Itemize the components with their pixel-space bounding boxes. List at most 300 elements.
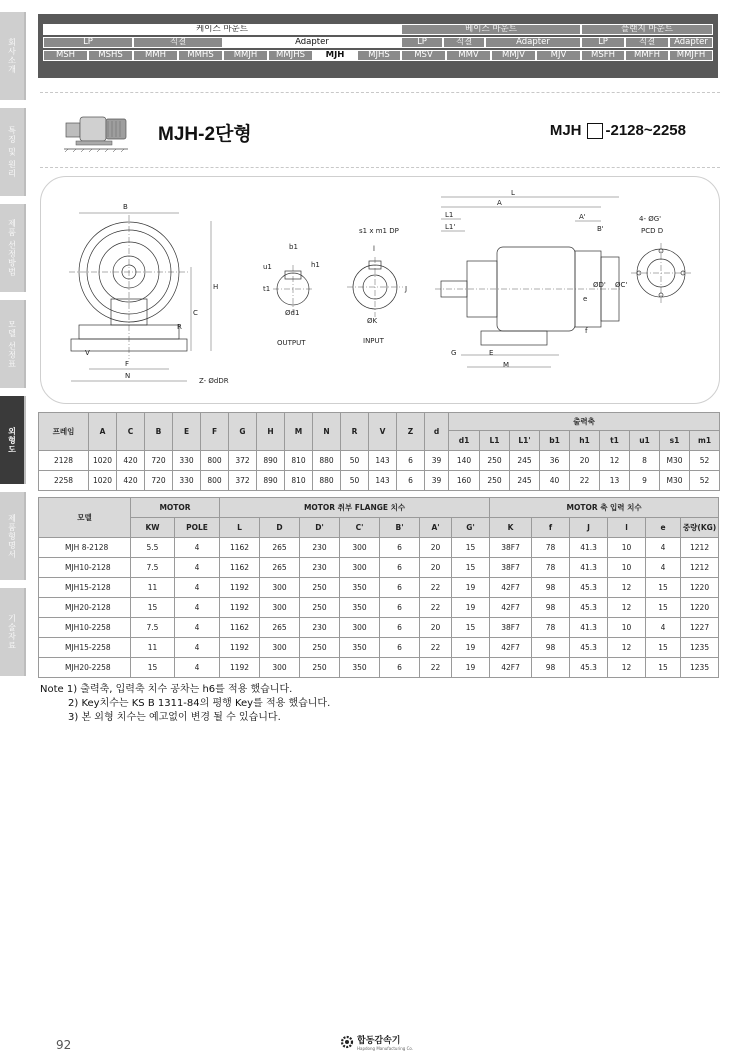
- table-cell: 1212: [681, 538, 719, 558]
- table-cell: 38F7: [490, 558, 532, 578]
- table-cell: 41.3: [570, 618, 608, 638]
- table-cell: 42F7: [490, 638, 532, 658]
- table-cell: 42F7: [490, 658, 532, 678]
- nav-flange-lp[interactable]: LP: [581, 37, 625, 48]
- th-e-input: e: [646, 518, 681, 538]
- table-cell: 78: [532, 538, 570, 558]
- dim-label-b-prime: B': [597, 225, 604, 233]
- nav-model-mmv[interactable]: MMV: [446, 50, 491, 61]
- table-cell: 5.5: [131, 538, 175, 558]
- table-cell: 38F7: [490, 538, 532, 558]
- table-cell: 45.3: [570, 578, 608, 598]
- nav-model-mmhs[interactable]: MMHS: [178, 50, 223, 61]
- nav-model-mmjhs[interactable]: MMJHS: [268, 50, 313, 61]
- company-name-block: [357, 1033, 413, 1051]
- th-v: V: [369, 413, 397, 451]
- dim-label-c: C: [193, 309, 198, 317]
- table-cell: 250: [300, 598, 340, 618]
- table-cell: MJH15-2258: [39, 638, 131, 658]
- nav-model-mmjv[interactable]: MMJV: [491, 50, 536, 61]
- table-cell: 330: [173, 451, 201, 471]
- label-output: OUTPUT: [277, 339, 306, 347]
- table-cell: 890: [257, 471, 285, 491]
- flange-end-view: [631, 243, 691, 303]
- th-c: C: [117, 413, 145, 451]
- table-cell: 45.3: [570, 638, 608, 658]
- dim-label-z: Z- ØdDR: [199, 377, 229, 385]
- table-cell: 720: [145, 451, 173, 471]
- top-navigation: [38, 14, 718, 78]
- dim-label-t1: t1: [263, 285, 271, 293]
- nav-case-adapter[interactable]: Adapter: [223, 37, 401, 48]
- table-cell: 50: [341, 451, 369, 471]
- th-pole: POLE: [175, 518, 220, 538]
- table-cell: 15: [646, 638, 681, 658]
- nav-flange-mount[interactable]: 플랜지 마운트: [581, 24, 713, 35]
- table-cell: MJH10-2128: [39, 558, 131, 578]
- table-cell: 330: [173, 471, 201, 491]
- company-logo: [340, 1033, 413, 1051]
- product-thumbnail-icon: [62, 107, 132, 153]
- table-cell: 41.3: [570, 538, 608, 558]
- dim-label-a-prime: A': [579, 213, 586, 221]
- nav-row-model: [43, 50, 713, 62]
- nav-model-mshs[interactable]: MSHS: [88, 50, 133, 61]
- table-cell: 2258: [39, 471, 89, 491]
- model-size-box: [587, 123, 603, 139]
- table-cell: 6: [380, 558, 420, 578]
- table-cell: 300: [260, 638, 300, 658]
- th-motor-flange: MOTOR 취부 FLANGE 치수: [220, 498, 490, 518]
- table-cell: 4: [175, 578, 220, 598]
- note-2: 2) Key치수는 KS B 1311-84의 평행 Key를 적용 했습니다.: [68, 698, 331, 709]
- input-shaft-section: [347, 257, 403, 317]
- table-cell: 230: [300, 618, 340, 638]
- th-kw: KW: [131, 518, 175, 538]
- table-cell: 39: [425, 451, 449, 471]
- th-d-prime: D': [300, 518, 340, 538]
- table-cell: 10: [608, 558, 646, 578]
- table-cell: 350: [340, 578, 380, 598]
- table-cell: 1220: [681, 598, 719, 618]
- nav-model-mjv[interactable]: MJV: [536, 50, 581, 61]
- table-cell: 265: [260, 538, 300, 558]
- table-cell: 6: [380, 578, 420, 598]
- dim-label-a: A: [497, 199, 502, 207]
- table-cell: 22: [420, 638, 452, 658]
- table-cell: 420: [117, 451, 145, 471]
- table-cell: 1162: [220, 538, 260, 558]
- model-range-suffix: -2128~2258: [605, 122, 686, 139]
- nav-model-mjhs[interactable]: MJHS: [357, 50, 401, 61]
- table-cell: 10: [608, 538, 646, 558]
- side-tab-technical[interactable]: [0, 588, 26, 676]
- dim-label-b1: b1: [289, 243, 298, 251]
- nav-model-msfh[interactable]: MSFH: [581, 50, 625, 61]
- table-cell: 4: [175, 538, 220, 558]
- side-tab-label: 제품 선정방법: [7, 219, 17, 277]
- nav-model-mmh[interactable]: MMH: [133, 50, 178, 61]
- table-cell: 11: [131, 578, 175, 598]
- dim-label-l-total: L: [511, 189, 515, 197]
- table-cell: 6: [380, 538, 420, 558]
- th-m1: m1: [690, 431, 720, 451]
- table-cell: 160: [449, 471, 480, 491]
- table-cell: 143: [369, 471, 397, 491]
- table-cell: 1220: [681, 578, 719, 598]
- table-cell: 39: [425, 471, 449, 491]
- table-cell: 4: [175, 558, 220, 578]
- table-cell: 245: [510, 471, 540, 491]
- table-cell: 52: [690, 471, 720, 491]
- table-cell: MJH10-2258: [39, 618, 131, 638]
- table-cell: 4: [175, 658, 220, 678]
- table-cell: 2128: [39, 451, 89, 471]
- table-cell: MJH15-2128: [39, 578, 131, 598]
- side-tab-company[interactable]: [0, 12, 26, 100]
- table-cell: 350: [340, 638, 380, 658]
- nav-model-mjh[interactable]: MJH: [313, 50, 357, 61]
- table-cell: M30: [660, 451, 690, 471]
- table-cell: 52: [690, 451, 720, 471]
- table-cell: MJH20-2258: [39, 658, 131, 678]
- table-cell: 1227: [681, 618, 719, 638]
- table-cell: 300: [340, 558, 380, 578]
- table-cell: 300: [260, 578, 300, 598]
- nav-flange-adapter[interactable]: Adapter: [669, 37, 713, 48]
- table-cell: 1235: [681, 658, 719, 678]
- nav-model-mmjh[interactable]: MMJH: [223, 50, 268, 61]
- table-row: [39, 471, 720, 491]
- table-row: [39, 658, 719, 678]
- dim-label-oc-prime: ØC': [615, 281, 628, 289]
- table-cell: 4: [175, 598, 220, 618]
- table-cell: 265: [260, 618, 300, 638]
- th-k: K: [490, 518, 532, 538]
- th-l-input: l: [608, 518, 646, 538]
- front-view: [69, 213, 211, 381]
- table-cell: 143: [369, 451, 397, 471]
- th-motor-input: MOTOR 축 입력 치수: [490, 498, 719, 518]
- table-cell: 20: [570, 451, 600, 471]
- th-l1-prime: L1': [510, 431, 540, 451]
- th-d-flange: D: [260, 518, 300, 538]
- table-cell: MJH 8-2128: [39, 538, 131, 558]
- side-tab-label: 특징 및 원리: [7, 125, 17, 179]
- frame-dimension-table: [38, 412, 720, 491]
- dim-label-g-prime: 4- ØG': [639, 215, 662, 223]
- model-title: MJH-2단형: [158, 124, 252, 145]
- table-cell: 15: [452, 618, 490, 638]
- table-cell: 1192: [220, 598, 260, 618]
- side-tab-label: 제품형명서: [7, 513, 17, 559]
- nav-row-mount: [43, 24, 713, 36]
- side-tab-product-spec[interactable]: [0, 492, 26, 580]
- table-cell: 98: [532, 658, 570, 678]
- dim-label-g: G: [451, 349, 457, 357]
- table-cell: 10: [608, 618, 646, 638]
- table-cell: 7.5: [131, 618, 175, 638]
- dim-label-v: V: [85, 349, 90, 357]
- table-cell: 15: [452, 558, 490, 578]
- th-h1: h1: [570, 431, 600, 451]
- dim-label-f-small: f: [585, 327, 588, 335]
- table-row: [39, 451, 720, 471]
- th-output-shaft: 출력축: [449, 413, 720, 431]
- table-cell: 300: [260, 598, 300, 618]
- th-r: R: [341, 413, 369, 451]
- table-cell: 880: [313, 451, 341, 471]
- table-cell: 1235: [681, 638, 719, 658]
- gear-icon: [340, 1035, 354, 1049]
- th-frame: 프레임: [39, 413, 89, 451]
- table-cell: 372: [229, 451, 257, 471]
- nav-base-direct[interactable]: 직결: [443, 37, 485, 48]
- table-cell: 19: [452, 598, 490, 618]
- dim-label-l1-prime: L1': [445, 223, 456, 231]
- table-cell: 22: [420, 658, 452, 678]
- table-cell: 1162: [220, 618, 260, 638]
- th-u1: u1: [630, 431, 660, 451]
- table-cell: 6: [380, 638, 420, 658]
- nav-case-lp[interactable]: LP: [43, 37, 133, 48]
- table-cell: 15: [452, 538, 490, 558]
- side-tab-label: 기술자료: [7, 614, 17, 650]
- nav-model-mmfh[interactable]: MMFH: [625, 50, 669, 61]
- dim-label-l: l: [373, 245, 375, 253]
- table-cell: 15: [646, 578, 681, 598]
- dim-label-e: E: [489, 349, 494, 357]
- dim-label-od-prime: ØD': [593, 281, 606, 289]
- table-cell: 350: [340, 598, 380, 618]
- dimension-drawing: [40, 176, 720, 404]
- nav-case-direct[interactable]: 직결: [133, 37, 223, 48]
- th-g: G: [229, 413, 257, 451]
- table-row: [39, 598, 719, 618]
- note-3: 3) 본 외형 치수는 예고없이 변경 될 수 있습니다.: [68, 712, 281, 723]
- table-cell: 12: [608, 598, 646, 618]
- table-cell: 20: [420, 618, 452, 638]
- th-c-prime: C': [340, 518, 380, 538]
- table-cell: 11: [131, 638, 175, 658]
- table-cell: 800: [201, 471, 229, 491]
- table-cell: 800: [201, 451, 229, 471]
- nav-case-mount[interactable]: 케이스 마운트: [43, 24, 401, 35]
- table-cell: 19: [452, 578, 490, 598]
- table-cell: 6: [380, 598, 420, 618]
- table-cell: 880: [313, 471, 341, 491]
- th-motor: MOTOR: [131, 498, 220, 518]
- table-cell: 12: [608, 638, 646, 658]
- table-cell: 140: [449, 451, 480, 471]
- nav-flange-direct[interactable]: 직결: [625, 37, 669, 48]
- table-cell: 420: [117, 471, 145, 491]
- table-row: [39, 558, 719, 578]
- table-cell: 1020: [89, 471, 117, 491]
- table-cell: 245: [510, 451, 540, 471]
- table-cell: 78: [532, 618, 570, 638]
- table-cell: 4: [646, 558, 681, 578]
- company-subname: Hapdong Manufacturing Co.: [357, 1046, 414, 1051]
- th-f: F: [201, 413, 229, 451]
- nav-base-lp[interactable]: LP: [401, 37, 443, 48]
- dim-label-ok: ØK: [367, 317, 378, 325]
- dim-label-e-small: e: [583, 295, 588, 303]
- nav-row-type: [43, 37, 713, 49]
- nav-model-mmjfh[interactable]: MMJFH: [669, 50, 713, 61]
- table-cell: 890: [257, 451, 285, 471]
- page-number: 92: [56, 1038, 72, 1052]
- th-h: H: [257, 413, 285, 451]
- nav-model-msv[interactable]: MSV: [401, 50, 446, 61]
- table-cell: 6: [397, 471, 425, 491]
- dim-label-h1: h1: [311, 261, 320, 269]
- table-cell: 1162: [220, 558, 260, 578]
- table-cell: 42F7: [490, 598, 532, 618]
- th-e: E: [173, 413, 201, 451]
- th-b-prime: B': [380, 518, 420, 538]
- table-cell: 372: [229, 471, 257, 491]
- table-cell: 1192: [220, 638, 260, 658]
- table-cell: 250: [300, 638, 340, 658]
- label-input: INPUT: [363, 337, 384, 345]
- table-cell: 1192: [220, 658, 260, 678]
- th-j: J: [570, 518, 608, 538]
- dim-label-h: H: [213, 283, 219, 291]
- table-row: [39, 578, 719, 598]
- table-cell: 300: [340, 618, 380, 638]
- dim-label-n: N: [125, 372, 131, 380]
- dimension-drawing-svg: [41, 177, 721, 405]
- table-cell: 9: [630, 471, 660, 491]
- table-cell: 1020: [89, 451, 117, 471]
- table-cell: 42F7: [490, 578, 532, 598]
- notes: [40, 683, 330, 725]
- side-tab-model-table[interactable]: [0, 300, 26, 388]
- table-row: [39, 618, 719, 638]
- side-tab-label: 회사소개: [7, 38, 17, 74]
- table-cell: 250: [300, 658, 340, 678]
- th-a-prime: A': [420, 518, 452, 538]
- table-cell: 45.3: [570, 658, 608, 678]
- dim-label-s1m1: s1 x m1 DP: [359, 227, 399, 235]
- table-cell: 98: [532, 598, 570, 618]
- table-cell: 12: [600, 451, 630, 471]
- th-d1: d1: [449, 431, 480, 451]
- table-cell: MJH20-2128: [39, 598, 131, 618]
- table-cell: 98: [532, 578, 570, 598]
- table-cell: 810: [285, 471, 313, 491]
- th-b: B: [145, 413, 173, 451]
- dim-label-m: M: [503, 361, 510, 369]
- dim-label-j: J: [405, 285, 408, 293]
- th-model: 모델: [39, 498, 131, 538]
- table-cell: 720: [145, 471, 173, 491]
- table-cell: 40: [540, 471, 570, 491]
- table-cell: 98: [532, 638, 570, 658]
- dim-label-od1: Ød1: [285, 309, 300, 317]
- th-l: L: [220, 518, 260, 538]
- table-cell: 4: [175, 638, 220, 658]
- table-cell: 22: [420, 578, 452, 598]
- table-row: [39, 538, 719, 558]
- th-n: N: [313, 413, 341, 451]
- product-header: [40, 92, 720, 168]
- model-range-prefix: MJH: [549, 122, 582, 139]
- table-cell: 20: [420, 538, 452, 558]
- dim-label-b: B: [123, 203, 128, 211]
- nav-base-adapter[interactable]: Adapter: [485, 37, 581, 48]
- table-cell: 38F7: [490, 618, 532, 638]
- dim-label-pcd: PCD D: [641, 227, 664, 235]
- table-cell: M30: [660, 471, 690, 491]
- table-cell: 300: [260, 658, 300, 678]
- table-cell: 1192: [220, 578, 260, 598]
- motor-dimension-table: [38, 497, 719, 678]
- side-tab-label: 모델 선정표: [7, 319, 17, 369]
- dim-label-l1: L1: [445, 211, 454, 219]
- nav-base-mount[interactable]: 베이스 마운트: [401, 24, 581, 35]
- table-cell: 265: [260, 558, 300, 578]
- th-a: A: [89, 413, 117, 451]
- side-tab-selection-method[interactable]: [0, 204, 26, 292]
- table-cell: 810: [285, 451, 313, 471]
- table-cell: 15: [131, 598, 175, 618]
- table-cell: 7.5: [131, 558, 175, 578]
- table-cell: 50: [341, 471, 369, 491]
- table-cell: 8: [630, 451, 660, 471]
- nav-model-msh[interactable]: MSH: [43, 50, 88, 61]
- table-cell: 4: [646, 618, 681, 638]
- dim-label-f: F: [125, 360, 130, 368]
- table-cell: 15: [646, 598, 681, 618]
- th-s1: s1: [660, 431, 690, 451]
- table-cell: 15: [646, 658, 681, 678]
- th-f-input: f: [532, 518, 570, 538]
- table-cell: 350: [340, 658, 380, 678]
- th-l1: L1: [480, 431, 510, 451]
- table-cell: 22: [570, 471, 600, 491]
- table-cell: 12: [608, 658, 646, 678]
- table-cell: 250: [300, 578, 340, 598]
- th-m: M: [285, 413, 313, 451]
- table-cell: 15: [131, 658, 175, 678]
- table-cell: 22: [420, 598, 452, 618]
- th-b1: b1: [540, 431, 570, 451]
- table-cell: 250: [480, 471, 510, 491]
- table-cell: 20: [420, 558, 452, 578]
- table-cell: 300: [340, 538, 380, 558]
- th-t1: t1: [600, 431, 630, 451]
- table-cell: 1212: [681, 558, 719, 578]
- th-weight: 중량(KG): [681, 518, 719, 538]
- table-cell: 230: [300, 538, 340, 558]
- side-tab-label: 외형도: [7, 426, 17, 454]
- table-cell: 19: [452, 638, 490, 658]
- th-d: d: [425, 413, 449, 451]
- table-row: [39, 638, 719, 658]
- table-cell: 78: [532, 558, 570, 578]
- th-g-prime: G': [452, 518, 490, 538]
- side-tab-features[interactable]: [0, 108, 26, 196]
- table-cell: 45.3: [570, 598, 608, 618]
- table-cell: 230: [300, 558, 340, 578]
- table-cell: 19: [452, 658, 490, 678]
- table-cell: 36: [540, 451, 570, 471]
- note-1: Note 1) 출력축, 입력축 치수 공차는 h6를 적용 했습니다.: [40, 684, 293, 695]
- table-cell: 250: [480, 451, 510, 471]
- side-tab-dimensions[interactable]: [0, 396, 26, 484]
